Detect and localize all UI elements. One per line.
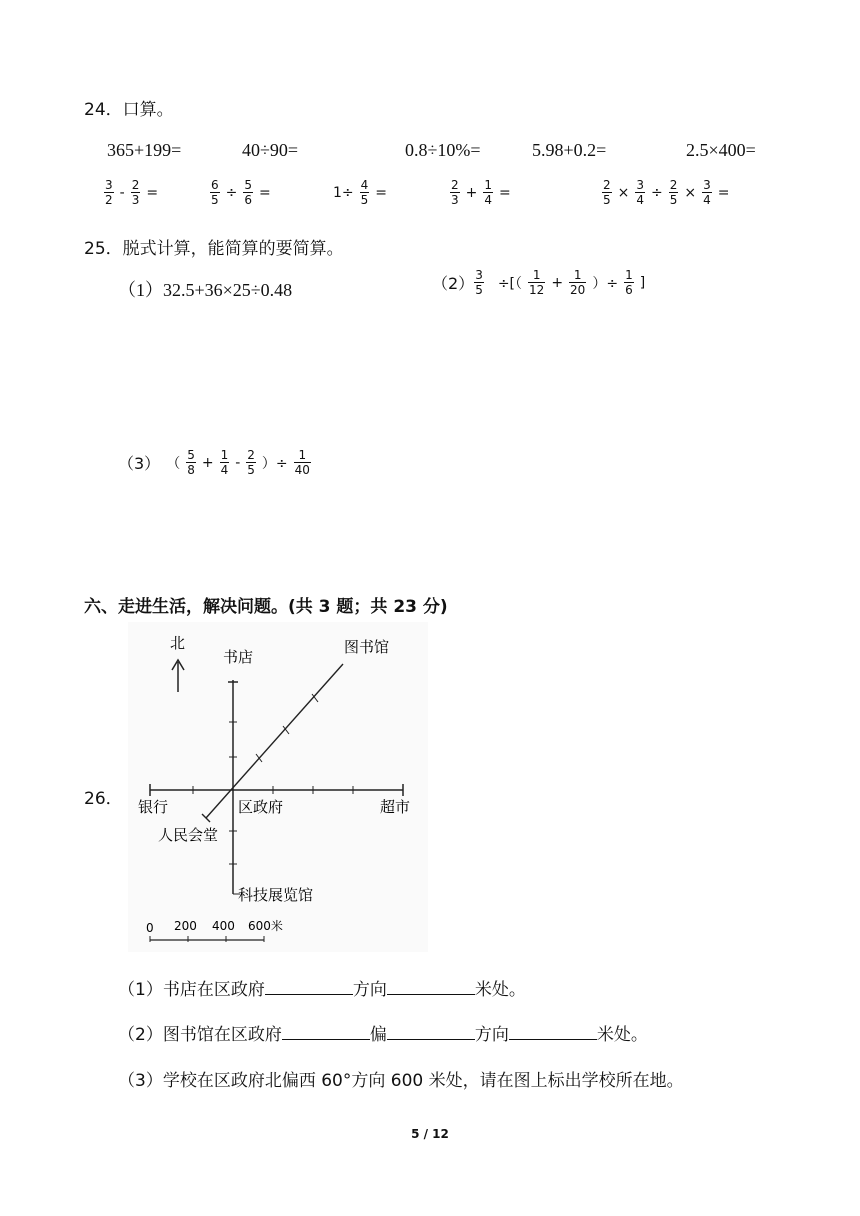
north-label: 北: [170, 634, 186, 652]
fraction: $\frac{3}{2}$: [105, 178, 113, 207]
q26-sub-2: （2）图书馆在区政府 偏 方向 米处。: [118, 1025, 648, 1045]
q26-label: 26．: [84, 789, 123, 809]
fraction: $\frac{1}{4}$: [484, 178, 493, 207]
scale-200: 200: [174, 919, 197, 933]
answer-blank[interactable]: [282, 1023, 370, 1040]
fraction: $\frac{1}{12}$: [529, 268, 545, 297]
fraction: $\frac{1}{40}$: [294, 448, 310, 477]
page-number: 5 / 12: [411, 1127, 449, 1141]
bookstore-label: 书店: [223, 648, 254, 666]
fraction: $\frac{5}{8}$: [187, 448, 195, 477]
q26-sub-3: （3）学校在区政府北偏西 60°方向 600 米处，请在图上标出学校所在地。: [118, 1071, 684, 1091]
fraction: $\frac{2}{5}$: [669, 178, 678, 207]
q24-fraction-expr-3: 1÷ $\frac{4}{5}$ =: [333, 178, 388, 207]
q25-part-1: （1）32.5+36×25÷0.48: [118, 280, 293, 300]
q25-part-3: （3） （ $\frac{5}{8}$ + $\frac{1}{4}$ - $\frac{2}{5}$ ）÷ $\frac{1}{40}$: [118, 448, 310, 477]
q24-fraction-expr-4: $\frac{2}{3}$ + $\frac{1}{4}$ =: [451, 178, 511, 207]
fraction: $\frac{3}{4}$: [703, 178, 711, 207]
fraction: $\frac{6}{5}$: [211, 178, 219, 207]
direction-map: [128, 622, 428, 952]
scale-0: 0: [146, 921, 154, 935]
q24-item-5: 2.5×400=: [686, 140, 756, 160]
fraction: $\frac{4}{5}$: [360, 178, 369, 207]
q26-sub-1: （1）书店在区政府 方向 米处。: [118, 980, 526, 1000]
fraction: $\frac{2}{3}$: [131, 178, 140, 207]
q25-label: 25．脱式计算，能简算的要简算。: [84, 239, 344, 259]
q24-label: 24．口算。: [84, 100, 174, 120]
q25-part-2: （2） $\frac{3}{5}$ ÷[（ $\frac{1}{12}$ + $\frac{1}{20}$ ）÷ $\frac{1}{6}$ ]: [432, 268, 646, 297]
q24-item-3: 0.8÷10%=: [405, 140, 481, 160]
supermarket-label: 超市: [380, 798, 411, 816]
fraction: $\frac{1}{6}$: [625, 268, 633, 297]
fraction: $\frac{2}{3}$: [451, 178, 459, 207]
section-6-title: 六、走进生活，解决问题。(共 3 题；共 23 分): [84, 597, 448, 617]
bank-label: 银行: [138, 798, 169, 816]
scale-400: 400: [212, 919, 235, 933]
district-government-label: 区政府: [238, 798, 284, 816]
fraction: $\frac{3}{5}$: [475, 268, 483, 297]
answer-blank[interactable]: [387, 1023, 475, 1040]
peoples-hall-label: 人民会堂: [158, 826, 219, 844]
science-museum-label: 科技展览馆: [238, 886, 314, 904]
q24-item-1: 365+199=: [107, 140, 182, 160]
q24-fraction-expr-1: $\frac{3}{2}$ - $\frac{2}{3}$ =: [105, 178, 159, 207]
q24-item-4: 5.98+0.2=: [532, 140, 607, 160]
fraction: $\frac{1}{4}$: [220, 448, 229, 477]
fraction: $\frac{5}{6}$: [244, 178, 253, 207]
fraction: $\frac{2}{5}$: [603, 178, 611, 207]
answer-blank[interactable]: [509, 1023, 597, 1040]
answer-blank[interactable]: [265, 978, 353, 995]
fraction: $\frac{1}{20}$: [570, 268, 586, 297]
answer-blank[interactable]: [387, 978, 475, 995]
q24-fraction-expr-5: $\frac{2}{5}$ × $\frac{3}{4}$ ÷ $\frac{2}{5}$ × $\frac{3}{4}$ =: [603, 178, 730, 207]
scale-600: 600米: [248, 919, 283, 933]
fraction: $\frac{2}{5}$: [247, 448, 255, 477]
q24-item-2: 40÷90=: [242, 140, 299, 160]
q24-fraction-expr-2: $\frac{6}{5}$ ÷ $\frac{5}{6}$ =: [211, 178, 271, 207]
library-label: 图书馆: [344, 638, 390, 656]
fraction: $\frac{3}{4}$: [636, 178, 645, 207]
